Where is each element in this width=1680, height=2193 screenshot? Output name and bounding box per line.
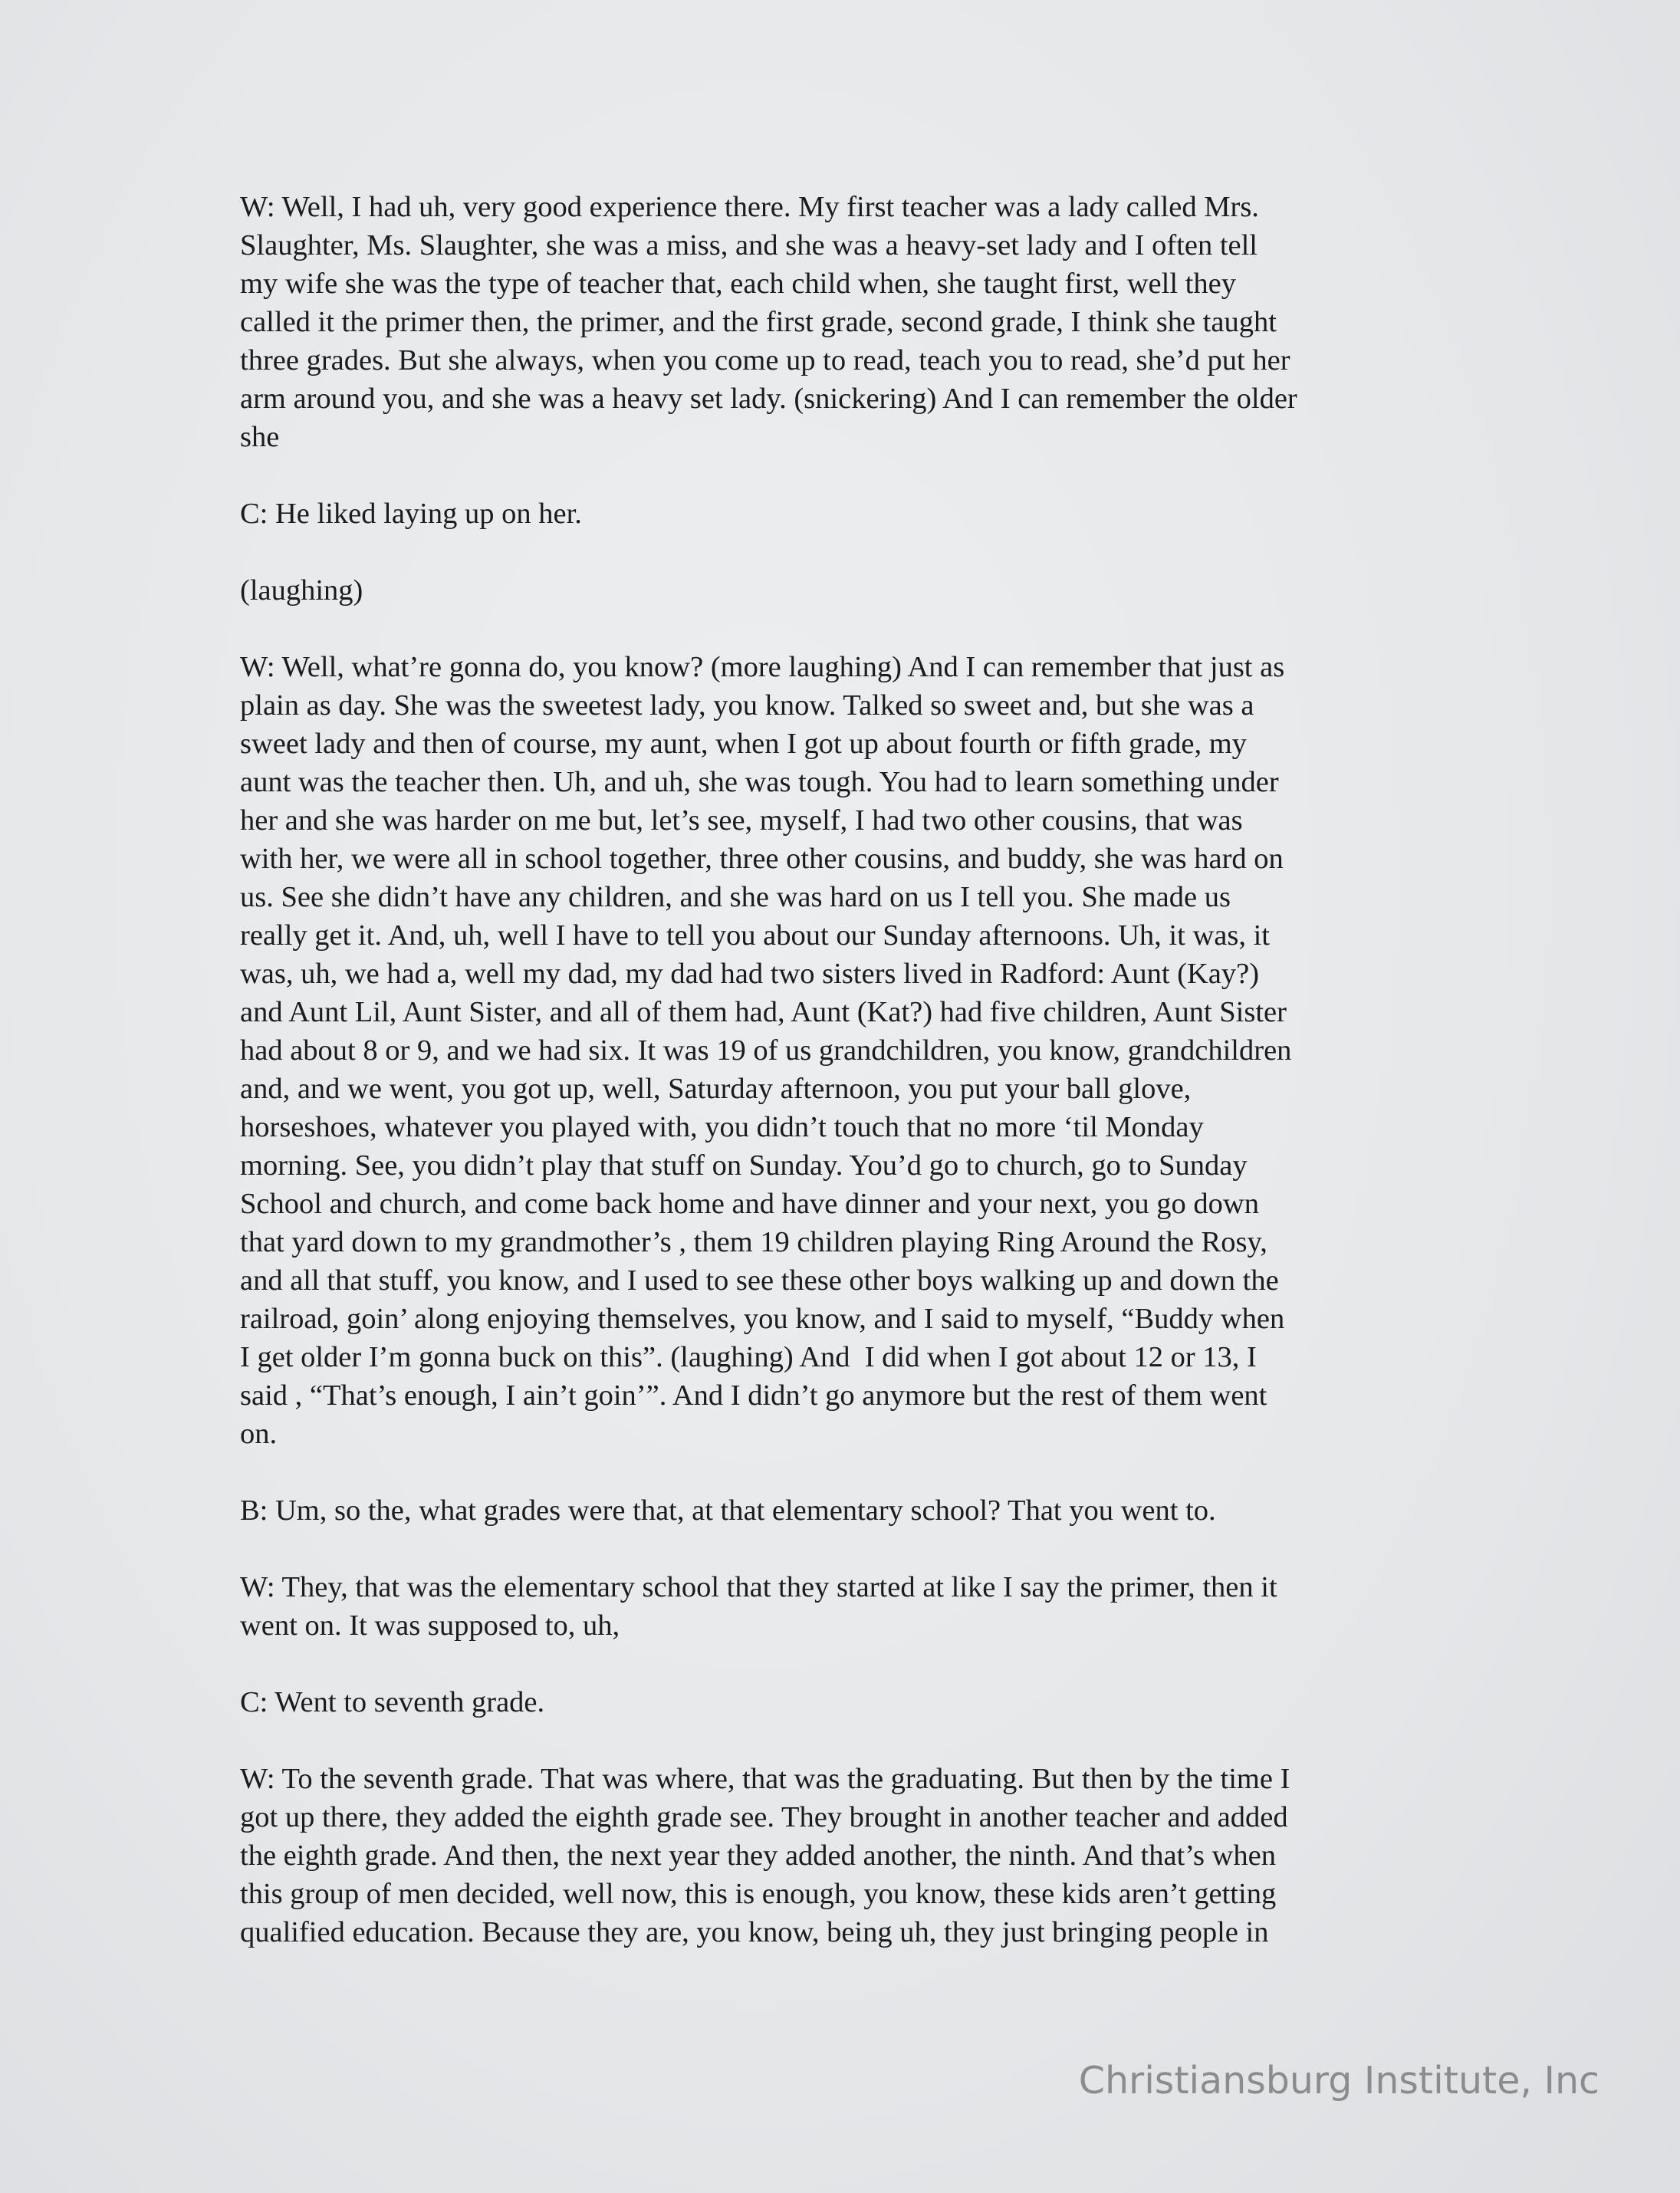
transcript-line: had about 8 or 9, and we had six. It was 19 of us grandchildren, you know, grandchildren <box>240 1034 1292 1067</box>
transcript-line: said , “That’s enough, I ain’t goin’”. And I didn’t go anymore but the rest of them went <box>240 1379 1267 1412</box>
transcript-line: my wife she was the type of teacher that, each child when, she taught first, well they <box>240 268 1236 300</box>
transcript-line: three grades. But she always, when you come up to read, teach you to read, she’d put her <box>240 344 1290 376</box>
transcript-line: W: They, that was the elementary school that they started at like I say the primer, then it <box>240 1571 1277 1603</box>
transcript-line: this group of men decided, well now, this is enough, you know, these kids aren’t getting <box>240 1878 1277 1910</box>
transcript-line: called it the primer then, the primer, and the first grade, second grade, I think she taught <box>240 306 1277 338</box>
transcript-line: morning. See, you didn’t play that stuff on Sunday. You’d go to church, go to Sunday <box>240 1149 1248 1182</box>
transcript-line: us. See she didn’t have any children, and she was hard on us I tell you. She made us <box>240 881 1231 913</box>
transcript-line: aunt was the teacher then. Uh, and uh, she was tough. You had to learn something under <box>240 766 1279 798</box>
transcript-paragraph <box>240 1491 1452 1530</box>
transcript-paragraph <box>240 1683 1452 1721</box>
transcript-line: her and she was harder on me but, let’s see, myself, I had two other cousins, that was <box>240 804 1243 837</box>
transcript-line: railroad, goin’ along enjoying themselves, you know, and I said to myself, “Buddy when <box>240 1303 1285 1335</box>
transcript-line: W: To the seventh grade. That was where, that was the graduating. But then by the time I <box>240 1763 1290 1795</box>
transcript-line: B: Um, so the, what grades were that, at that elementary school? That you went to. <box>240 1494 1216 1527</box>
transcript-paragraph <box>240 1568 1452 1645</box>
transcript-line: W: Well, what’re gonna do, you know? (more laughing) And I can remember that just as <box>240 651 1285 683</box>
transcript-paragraph <box>240 648 1452 1453</box>
transcript-paragraph <box>240 571 1452 610</box>
transcript-line: qualified education. Because they are, you know, being uh, they just bringing people in <box>240 1916 1269 1948</box>
transcript-line: and all that stuff, you know, and I used to see these other boys walking up and down the <box>240 1264 1279 1297</box>
transcript-line: got up there, they added the eighth grade see. They brought in another teacher and added <box>240 1801 1288 1833</box>
transcript-line: that yard down to my grandmother’s , them 19 children playing Ring Around the Rosy, <box>240 1226 1267 1258</box>
transcript-line: went on. It was supposed to, uh, <box>240 1609 620 1642</box>
transcript-line: and, and we went, you got up, well, Saturday afternoon, you put your ball glove, <box>240 1073 1192 1105</box>
transcript-paragraph <box>240 1760 1452 1951</box>
transcript-line: Slaughter, Ms. Slaughter, she was a miss, and she was a heavy-set lady and I often tell <box>240 229 1258 261</box>
transcript-line: horseshoes, whatever you played with, you didn’t touch that no more ‘til Monday <box>240 1111 1204 1143</box>
transcript-line: W: Well, I had uh, very good experience there. My first teacher was a lady called Mrs. <box>240 191 1259 223</box>
transcript-line: C: Went to seventh grade. <box>240 1686 545 1718</box>
transcript-line: (laughing) <box>240 574 363 607</box>
transcript-line: C: He liked laying up on her. <box>240 498 582 530</box>
transcript-line: was, uh, we had a, well my dad, my dad had two sisters lived in Radford: Aunt (Kay?) <box>240 958 1260 990</box>
transcript-line: plain as day. She was the sweetest lady, you know. Talked so sweet and, but she was a <box>240 689 1254 722</box>
transcript-paragraph <box>240 188 1452 456</box>
transcript-line: on. <box>240 1418 278 1450</box>
transcript-body <box>240 188 1452 1990</box>
transcript-line: and Aunt Lil, Aunt Sister, and all of them had, Aunt (Kat?) had five children, Aunt Sister <box>240 996 1287 1028</box>
transcript-line: I get older I’m gonna buck on this”. (laughing) And I did when I got about 12 or 13, I <box>240 1341 1257 1373</box>
watermark: Christiansburg Institute, Inc <box>1078 2059 1599 2103</box>
transcript-line: the eighth grade. And then, the next year they added another, the ninth. And that’s when <box>240 1840 1276 1872</box>
transcript-paragraph <box>240 495 1452 533</box>
transcript-line: arm around you, and she was a heavy set lady. (snickering) And I can remember the older <box>240 383 1297 415</box>
transcript-line: really get it. And, uh, well I have to tell you about our Sunday afternoons. Uh, it was, it <box>240 919 1270 952</box>
transcript-line: with her, we were all in school together, three other cousins, and buddy, she was hard on <box>240 843 1284 875</box>
transcript-line: School and church, and come back home and have dinner and your next, you go down <box>240 1188 1259 1220</box>
transcript-line: she <box>240 421 280 453</box>
transcript-line: sweet lady and then of course, my aunt, when I got up about fourth or fifth grade, my <box>240 728 1247 760</box>
